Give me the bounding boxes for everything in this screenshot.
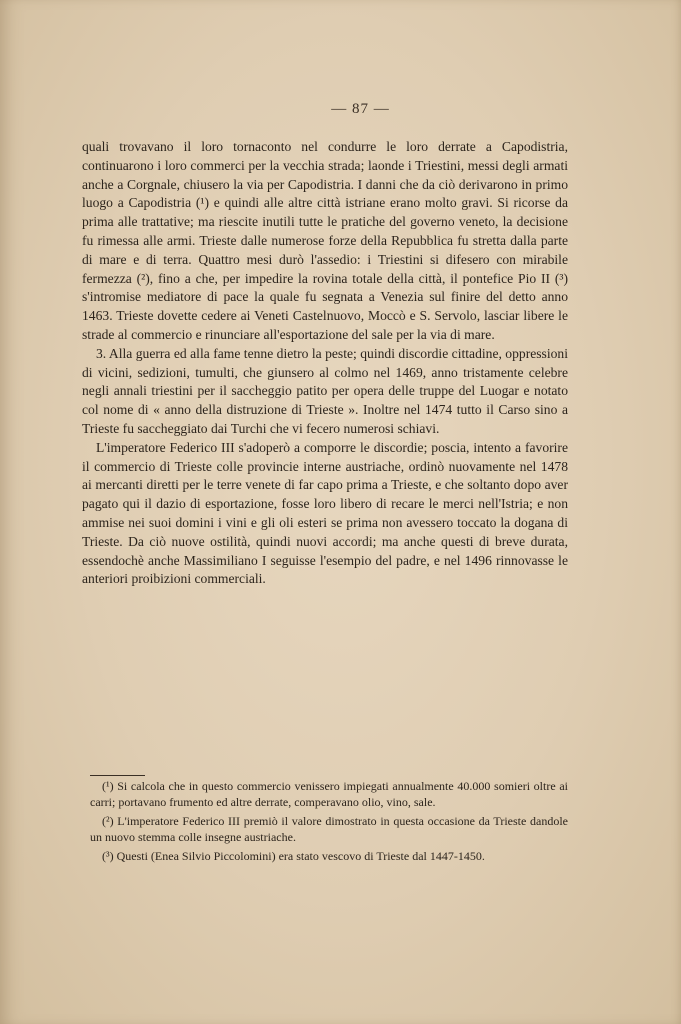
- paragraph-3: L'imperatore Federico III s'adoperò a comporre le discordie; poscia, intento a favorire il commercio di Trieste colle provincie interne austriache, ordinò nuovamente nel 1478 ai mercanti diretti per le terre venete di far capo prima a Trieste, e che soltanto dopo aver pagato qui il dazio di esportazione, fosse loro libero di recare le merci nell'Istria; e non ammise nei suoi domini i vini e gli oli esteri se prima non avessero toccato la dogana di Trieste. Da ciò nuove ostilità, quindi nuovi accordi; ma anche questi di breve durata, essendochè anche Massimiliano I seguisse l'esempio del padre, e nel 1496 rinnovasse le anteriori proibizioni commerciali.: [82, 439, 568, 587]
- paragraph-2: 3. Alla guerra ed alla fame tenne dietro la peste; quindi discordie cittadine, oppressioni di vicini, sedizioni, tumulti, che giunsero al colmo nel 1469, anno tristamente celebre negli annali triestini per il saccheggio patito per opera delle truppe del Luogar e notato col nome di « anno della distruzione di Trieste ». Inoltre nel 1474 tutto il Carso sino a Trieste fu saccheggiato dai Turchi che vi fecero numerosi schiavi.: [82, 345, 568, 436]
- main-text: [82, 138, 568, 589]
- paragraph-1: quali trovavano il loro tornaconto nel condurre le loro derrate a Capodistria, continuarono i loro commerci per la vecchia strada; laonde i Triestini, messi degli armati anche a Corgnale, chiusero la via per Capodistria. I danni che da ciò derivarono in primo luogo a Capodistria (¹) e quindi alle altre città istriane erano molto gravi. Si ricorse da prima alle trattative; ma riescite inutili tutte le pratiche del governo veneto, la decisione fu rimessa alle armi. Trieste dalle numerose forze della Repubblica fu stretta dalla parte di mare e di terra. Quattro mesi durò l'assedio: i Triestini si difesero con mirabile fermezza (²), fino a che, per impedire la rovina totale della città, il pontefice Pio II (³) s'intromise mediatore di pace la quale fu segnata a Venezia sul finire del detto anno 1463. Trieste dovette cedere ai Veneti Castelnuovo, Moccò e S. Servolo, lasciar libere le strade al commercio e rinunciare all'esportazione del sale per la via di mare.: [82, 139, 568, 342]
- footnote-2: (²) L'imperatore Federico III premiò il valore dimostrato in questa occasione da Trieste dandole un nuovo stemma colle insegne austriache.: [90, 814, 568, 844]
- footnote-divider: [90, 775, 145, 776]
- footnote-1: (¹) Si calcola che in questo commercio venissero impiegati annualmente 40.000 somieri oltre ai carri; portavano frumento ed altre derrate, comperavano olio, vino, sale.: [90, 779, 568, 809]
- page-number: — 87 —: [331, 101, 390, 117]
- footnotes: [90, 779, 568, 869]
- footnote-3: (³) Questi (Enea Silvio Piccolomini) era stato vescovo di Trieste dal 1447-1450.: [102, 849, 485, 863]
